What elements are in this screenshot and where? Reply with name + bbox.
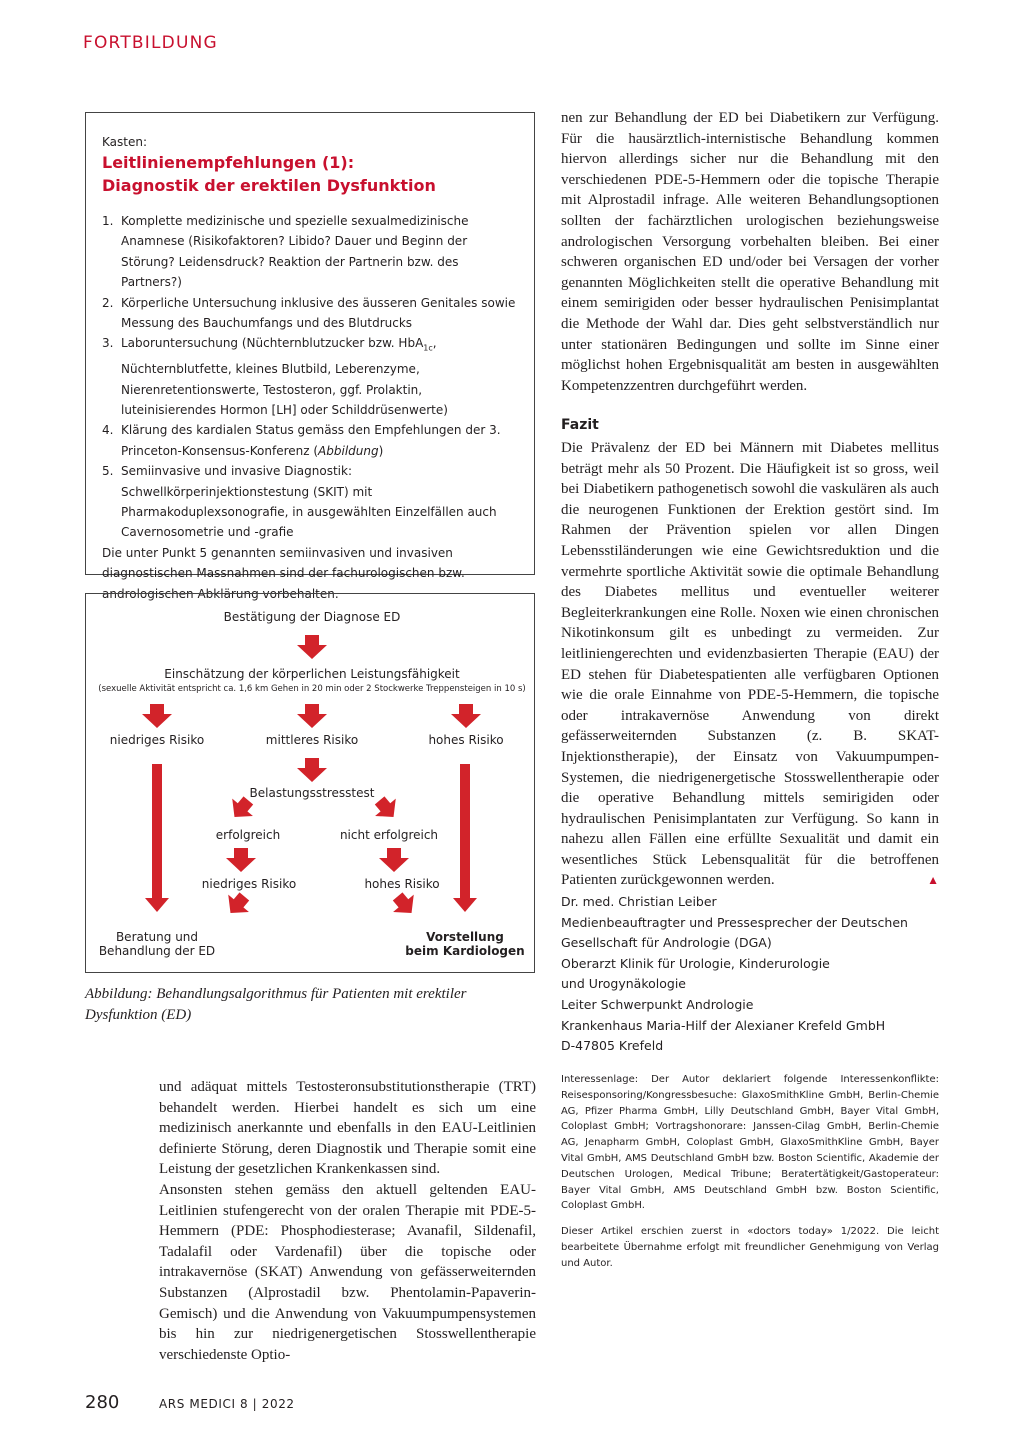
end-triangle-icon: ▲ [927,873,939,888]
left-column [159,1077,536,1365]
advice-line-2: Behandlung der ED [98,944,216,958]
list-item [102,461,518,543]
page-number: 280 [85,1392,120,1413]
list-item-text-cont: ) [378,443,384,458]
source-note: Dieser Artikel erschien zuerst in «doctors today» 1/2022. Die leicht bearbeitete Übernahme erfolgt mit freundlicher Genehmigung von Verlag und Autor. [561,1226,939,1269]
confirm-diagnosis-label: Bestätigung der Diagnose ED [223,610,401,624]
fazit-heading: Fazit [561,417,599,433]
high-risk-label: hohes Risiko [428,733,504,747]
author-line: Medienbeauftragter und Pressesprecher der Deutschen [561,914,908,930]
disclosures [561,1072,939,1282]
list-item-number: 2. [102,295,114,310]
mid-risk-label: mittleres Risiko [265,733,359,747]
right-column-text [561,108,939,396]
arrow-to-stress-test [297,758,327,782]
guideline-list [102,211,518,543]
list-item [102,211,518,293]
fazit-text [561,438,939,891]
section-title: FORTBILDUNG [83,33,218,53]
stress-test-label: Belastungsstresstest [249,786,375,800]
high-risk-result-label: hohes Risiko [364,877,440,891]
paragraph: und adäquat mittels Testosteronsubstitutionstherapie (TRT) behandelt werden. Hierbei handelt es sich um eine medizinisch anerkannte und ebenfalls in den EAU-Leitlinien definierte Störung, deren Diagnostik und Therapie somit eine Leistung der gesetzlichen Krankenkassen sind. [159,1079,536,1178]
list-item-text-cont: , Nüchternblutfette, kleines Blutbild, Leberenzyme, Nierenretentionswerte, Testosteron, ggf. Prolaktin, luteinisierendes Hormon [LH] oder Schilddrüsenwerte) [121,336,448,418]
list-item [102,293,518,334]
author-line: Dr. med. Christian Leiber [561,894,717,909]
list-item-text: Semiinvasive und invasive Diagnostik: Schwellkörperinjektionstestung (SKIT) mit Pharmakoduplexsonografie, in ausgewählten Einzelfällen auch Cavernosometrie und -grafie [121,464,497,540]
list-item-text: Laboruntersuchung (Nüchternblutzucker bzw. HbA [121,336,424,351]
treatment-flowchart [85,593,535,973]
long-arrow-high-to-cardio [453,764,477,912]
box-title-line-2: Diagnostik der erektilen Dysfunktion [102,176,436,195]
assessment-note: (sexuelle Aktivität entspricht ca. 1,6 km Gehen in 20 min oder 2 Stockwerke Treppensteigen in 10 s) [98,684,526,694]
cardio-line-2: beim Kardiologen [405,944,525,958]
author-line: und Urogynäkologie [561,976,686,992]
advice-line-1: Beratung und [115,930,199,944]
low-risk-result-label: niedriges Risiko [201,877,297,891]
list-item-text: Komplette medizinische und spezielle sexualmedizinische Anamnese (Risikofaktoren? Libido? Dauer und Beginn der Störung? Leidensdruck? Reaktion der Partnerin bzw. des Partners?) [121,214,469,290]
fail-label: nicht erfolgreich [339,828,439,842]
box-title-line-1: Leitlinienempfehlungen (1): [102,153,355,172]
list-item-number: 1. [102,214,114,228]
list-item-text: Klärung des kardialen Status gemäss den Empfehlungen der 3. Princeton-Konsensus-Konferenz ( [121,423,501,458]
box-note: Die unter Punkt 5 genannten semiinvasiven und invasiven diagnostischen Massnahmen sind der fachurologischen bzw. andrologischen Abklärung vorbehalten. [102,545,465,601]
author-line: Gesellschaft für Andrologie (DGA) [561,935,772,951]
box-kicker: Kasten: [102,135,147,149]
fazit-paragraph: Die Prävalenz der ED bei Männern mit Diabetes mellitus beträgt mehr als 50 Prozent. Die Häufigkeit ist so gross, weil bei Diabetikern pathogenetisch sowohl die vaskulären als auch die neurogenen Funktionen der Erektion gestört sind. Im Rahmen der Prävention spielen vor allen Dingen Lebensstiländerungen wie eine Gewichtsreduktion und die vermehrte sportliche Aktivität sowie die optimale Behandlung des Diabetes mellitus und eventueller weiterer Begleiterkrankungen eine Rolle. Noxen wie einen chronischen Nikotinkonsum gilt es unbedingt zu vermeiden. Zur leitliniengerechten und evidenzbasierten Therapie (EAU) der ED stehen für Diabetespatienten alle verfügbaren Optionen wie die orale Einnahme von PDE-5-Hemmern, die topische oder intrakavernöse Anwendung von direkt gefässerweiternden Substanzen (z. B. SKAT-Injektionstherapie), der Einsatz von Vakuumpumpen-Systemen, die niedrigenergetische Stosswellentherapie oder die operative Behandlung mittels semirigiden oder hydraulischen Penisimplantaten zur Verfügung. So kann in nahezu allen Fällen eine erfüllte Sexualität und damit ein wesentliches Stück Lebensqualität für die betroffenen Patienten zurückgewonnen werden. [561,440,939,889]
arrow-to-mid-risk [297,704,327,728]
arrow-to-high-risk [451,704,481,728]
paragraph: nen zur Behandlung der ED bei Diabetikern zur Verfügung. Für die hausärztlich-internistische Behandlung kommen hiervon allerdings sicher nur die Behandlung mit den verschiedenen PDE-5-Hemmern oder die topische Therapie mit Alprostadil infrage. Alle weiteren Behandlungsoptionen sollten der fachärztlichen urologischen beziehungsweise andrologischen Versorgung vorbehalten bleiben. Bei einer schweren organischen ED und/oder bei Versagen der vorher genannten Möglichkeiten stellt die operative Behandlung mit einem semirigiden oder besser hydraulischen Penisimplantat die Methode der Wahl dar. Dies geht selbstverständlich nur unter stationären Bedingungen und sollte im Sinne einer möglichst hohen Ergebnisqualität am besten in ausgewählten Kompetenzzentren durchgeführt werden. [561,110,939,394]
assessment-label: Einschätzung der körperlichen Leistungsfähigkeit [164,667,460,681]
figure-reference: Abbildung [318,443,379,458]
success-label: erfolgreich [215,828,281,842]
author-info [561,892,941,1057]
list-item [102,420,518,461]
long-arrow-low-to-advice [145,764,169,912]
list-item-text: Körperliche Untersuchung inklusive des äusseren Genitales sowie Messung des Bauchumfangs und des Blutdrucks [121,295,516,331]
paragraph [561,438,939,891]
author-line: Krankenhaus Maria-Hilf der Alexianer Krefeld GmbH [561,1017,886,1033]
guideline-box [85,112,535,601]
arrow-low-result-to-advice [220,888,255,922]
author-line: Oberarzt Klinik für Urologie, Kinderurologie [561,955,830,971]
arrow-to-low-risk [142,704,172,728]
arrow-to-low-result [226,848,256,872]
journal-issue: ARS MEDICI 8 | 2022 [159,1397,295,1411]
flowchart-arrows [86,594,536,974]
advice-treatment-label [99,930,215,958]
low-risk-label: niedriges Risiko [109,733,205,747]
figure-caption: Abbildung: Behandlungsalgorithmus für Patienten mit erektiler Dysfunktion (ED) [85,986,467,1023]
arrow-to-high-result [379,848,409,872]
cardiology-referral-label [405,930,524,958]
subscript: 1c [423,343,433,353]
conflict-of-interest: Interessenlage: Der Autor deklariert folgende Interessenkonflikte: Reisesponsoring/Kongressbesuche: GlaxoSmithKline GmbH, Berlin-Chemie AG, Pfizer Pharma GmbH, Lilly Deutschland GmbH, Bayer Vital GmbH, Coloplast GmbH; Vortragshonorare: Janssen-Cilag GmbH, Berlin-Chemie AG, Jenapharm GmbH, Coloplast GmbH, GlaxoSmithKline GmbH, Bayer Vital GmbH, AMS Deutschland GmbH bzw. Boston Scientific, Akademie der Deutschen Urologen, Medical Tribune; Beratertätigkeit/Gastoperateur: Bayer Vital GmbH, AMS Deutschland GmbH bzw. Boston Scientific, Coloplast GmbH. [561,1074,939,1212]
paragraph: Ansonsten stehen gemäss den aktuell geltenden EAU-Leitlinien stufengerecht von der oralen Therapie mit PDE-5-Hemmern (PDE: Phosphodiesterase; Avanafil, Sildenafil, Tadalafil oder Vardenafil) über die topische oder intrakavernöse (SKAT) Anwendung von gefässerweiternden Substanzen (Alprostadil bzw. Phentolamin-Papaverin-Gemisch) und die Anwendung von Vakuumpumpensystemen bis hin zur niedrigenergetischen Stosswellentherapie verschiedenste Optio- [159,1181,536,1363]
cardio-line-1: Vorstellung [426,930,504,944]
box-title [102,151,518,197]
list-item-number: 3. [102,336,114,351]
arrow-to-assessment [297,635,327,659]
author-line: Leiter Schwerpunkt Andrologie [561,996,754,1012]
arrow-high-result-to-cardio [387,888,422,922]
list-item-number: 5. [102,464,114,479]
author-line: D-47805 Krefeld [561,1038,664,1054]
list-item-number: 4. [102,423,114,438]
list-item [102,333,518,420]
